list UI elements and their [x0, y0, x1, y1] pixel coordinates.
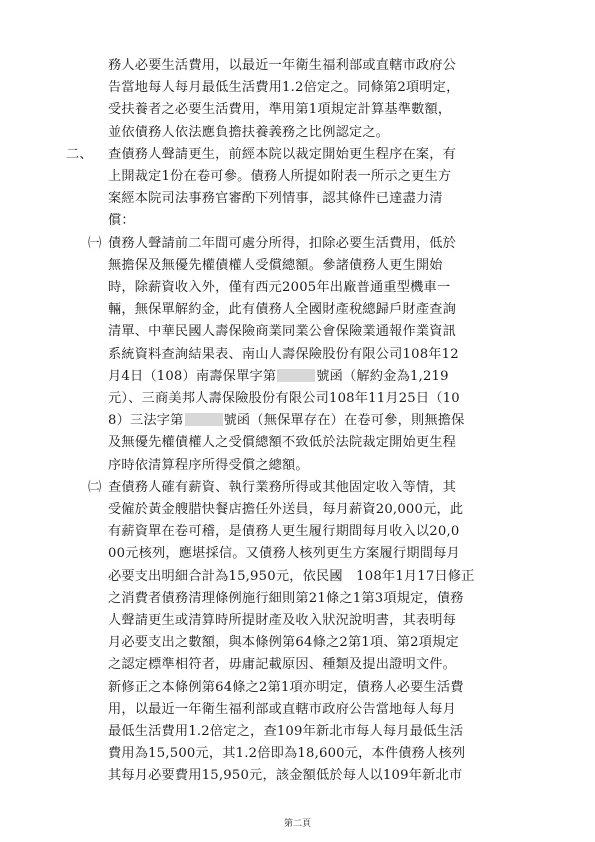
- text-segment: 月4日（108）南壽保單字第: [108, 368, 277, 384]
- text-line: 查債務人確有薪資、執行業務所得或其他固定收入等情，其: [108, 479, 457, 495]
- item-number: ㈠: [88, 235, 102, 251]
- text-segment: 8）三法字第: [108, 413, 184, 429]
- text-segment: 號函（無保單存在）在卷可參，則無擔保: [223, 413, 465, 429]
- text-line: 月必要支出之數額，與本條例第64條之2第1項、第2項規定: [108, 635, 459, 651]
- text-line: 及無優先權債權人之受償總額不致低於法院裁定開始更生程: [108, 435, 457, 451]
- item-number: ㈡: [88, 479, 102, 495]
- text-line: 序時依清算程序所得受償之總額。: [108, 457, 309, 473]
- text-line: 之消費者債務清理條例施行細則第21條之1第3項規定，債務: [108, 590, 464, 606]
- text-line: 無擔保及無優先權債權人受償總額。參諸債務人更生開始: [108, 257, 443, 273]
- text-line-with-redaction: [108, 413, 465, 429]
- text-line: 人聲請更生或清算時所提財產及收入狀況說明書，其表明每: [108, 613, 457, 628]
- text-line: 用，以最近一年衛生福利部或直轄市政府公告當地每人每月: [108, 701, 457, 717]
- text-line: 時，除薪資收入外，僅有西元2005年出廠普通重型機車一: [108, 280, 451, 295]
- section-number: 二、: [66, 146, 93, 162]
- text-line: 告當地每人每月最低生活費用1.2倍定之。同條第2項明定，: [108, 80, 460, 96]
- text-line: 償：: [108, 213, 135, 229]
- text-line: 之認定標準相符者，毋庸記載原因、種類及提出證明文件。: [108, 657, 457, 673]
- text-segment: 號函（解約金為1,219: [316, 368, 449, 384]
- text-line: 輛，無保單解約金，此有債務人全國財產稅總歸戶財產查詢: [108, 302, 457, 318]
- text-line: 系統資料查詢結果表、南山人壽保險股份有限公司108年12: [108, 346, 459, 362]
- text-line: 受僱於黃金艘腊快餐店擔任外送員，每月薪資20,000元，此: [108, 502, 464, 517]
- text-line: 費用為15,500元，其1.2倍即為18,600元，本件債務人核列: [108, 746, 466, 762]
- text-line: 清單、中華民國人壽保險商業同業公會保險業通報作業資訊: [108, 324, 457, 340]
- text-line: 最低生活費用1.2倍定之，查109年新北市每人每月最低生活: [108, 724, 464, 739]
- text-line: 00元核列，應堪採信。又債務人核列更生方案履行期間每月: [108, 546, 460, 562]
- text-line: 有薪資單在卷可稽，是債務人更生履行期間每月收入以20,0: [108, 524, 460, 540]
- redaction-mark: [185, 413, 223, 426]
- text-line: 上開裁定1份在卷可參。債務人所提如附表一所示之更生方: [108, 169, 452, 184]
- text-line: 必要支出明細合計為15,950元，依民國 108年1月17日修正: [108, 568, 475, 584]
- text-line: 查債務人聲請更生，前經本院以裁定開始更生程序在案，有: [108, 146, 457, 162]
- redaction-mark: [277, 369, 315, 382]
- text-line: 務人必要生活費用，以最近一年衛生福利部或直轄市政府公: [108, 58, 457, 73]
- page-footer: 第二頁: [283, 819, 311, 829]
- text-line: 新修正之本條例第64條之2第1項亦明定，債務人必要生活費: [108, 679, 464, 695]
- text-line-with-redaction: [108, 369, 449, 385]
- text-line: 案經本院司法事務官審酌下列情事，認其條件已達盡力清: [108, 191, 443, 207]
- text-line: 並依債務人依法應負擔扶養義務之比例認定之。: [108, 124, 390, 140]
- text-line: 債務人聲請前二年間可處分所得，扣除必要生活費用，低於: [108, 235, 457, 251]
- text-line: 其每月必要費用15,950元，該金額低於每人以109年新北市: [108, 768, 463, 784]
- text-line: 元）、三商美邦人壽保險股份有限公司108年11月25日（10: [108, 391, 460, 406]
- text-line: 受扶養者之必要生活費用，準用第1項規定計算基準數額，: [108, 102, 452, 118]
